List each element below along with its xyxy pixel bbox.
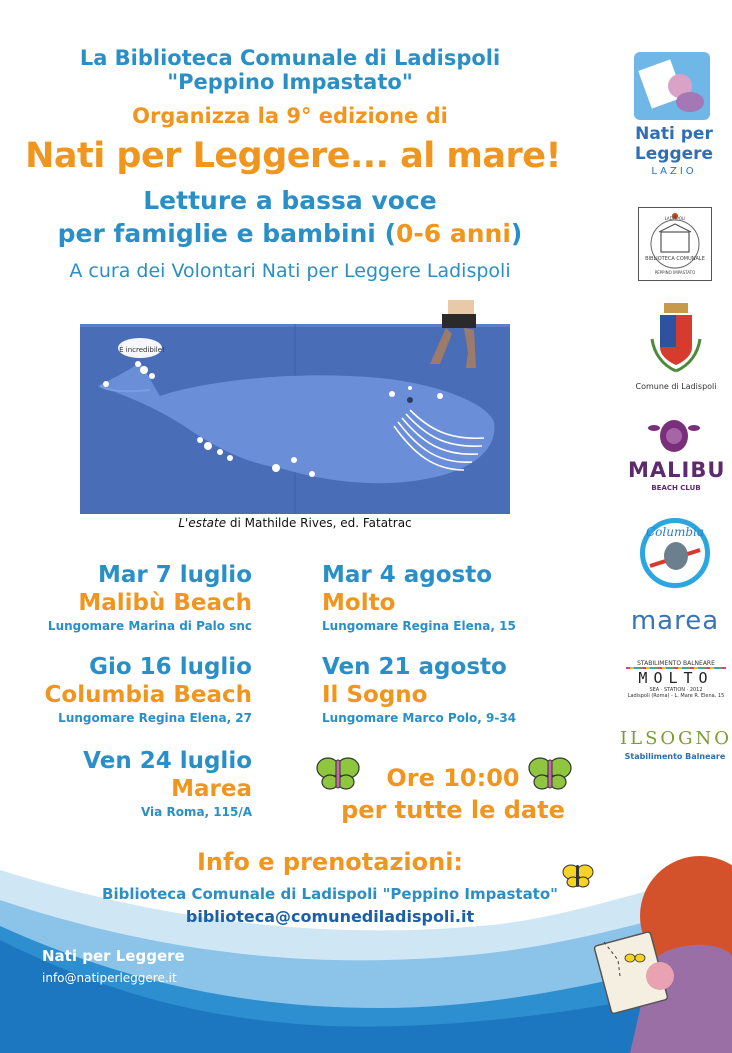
event-date: Gio 16 luglio	[89, 654, 252, 680]
footer-brand: Nati per Leggere	[42, 947, 185, 965]
header-edition: Organizza la 9° edizione di	[132, 104, 448, 128]
biblioteca-logo	[638, 207, 712, 281]
curated-by: A cura dei Volontari Nati per Leggere Ladispoli	[69, 260, 511, 282]
event-date: Ven 24 luglio	[83, 748, 252, 774]
page-title: Nati per Leggere... al mare!	[25, 136, 561, 176]
comune-name: Comune di Ladispoli	[635, 382, 717, 391]
caption-author: di Mathilde Rives, ed. Fatatrac	[226, 516, 412, 530]
info-title: Info e prenotazioni:	[196, 848, 464, 876]
molto-logo-top: STABILIMENTO BALNEARE	[637, 660, 715, 667]
malibu-logo-text: MALIBU	[628, 458, 726, 482]
subtitle-line1: Letture a bassa voce	[143, 186, 437, 215]
subtitle-audience: per famiglie e bambini (	[57, 219, 397, 248]
biblioteca-logo-ring: BIBLIOTECA COMUNALE	[645, 256, 705, 262]
event-3	[12, 747, 252, 821]
molto-logo-text: MOLTO	[638, 669, 714, 687]
header-library-name: La Biblioteca Comunale di Ladispoli	[79, 46, 501, 70]
subtitle-paren: )	[510, 219, 523, 248]
event-date: Mar 7 luglio	[97, 562, 252, 588]
event-address: Lungomare Marco Polo, 9-34	[322, 711, 517, 725]
event-place: Molto	[322, 590, 396, 616]
event-2	[12, 653, 252, 727]
time-label: Ore	[386, 764, 444, 792]
footer-email-link[interactable]: info@natiperleggere.it	[42, 971, 177, 985]
event-place: Il Sogno	[322, 682, 428, 708]
event-address: Via Roma, 115/A	[140, 805, 252, 819]
butterfly-icon	[562, 860, 594, 890]
columbia-logo-text: Columbia	[645, 525, 705, 539]
subtitle-line2	[20, 219, 560, 249]
time-block	[318, 762, 588, 826]
info-email-link[interactable]: biblioteca@comunediladispoli.it	[185, 907, 475, 926]
biblioteca-logo-bottom: PEPPINO IMPASTATO	[654, 270, 696, 275]
molto-logo-address: Ladispoli (Roma) - L. Mare R. Elena, 15	[627, 693, 725, 699]
comune-coat-of-arms	[648, 303, 704, 377]
turtle-icon	[648, 414, 700, 456]
event-date: Ven 21 agosto	[322, 654, 507, 680]
npl-logo-art	[634, 52, 710, 120]
event-5	[322, 653, 562, 727]
info-library: Biblioteca Comunale di Ladispoli "Peppino Impastato"	[102, 885, 558, 903]
header-library-subtitle: "Peppino Impastato"	[167, 70, 413, 94]
event-place: Malibù Beach	[78, 590, 252, 616]
molto-logo-sub: SEA · STATION · 2012	[649, 687, 703, 693]
sogno-logo: ILSOGNO	[620, 728, 732, 749]
event-address: Lungomare Regina Elena, 15	[322, 619, 516, 633]
event-1	[12, 561, 252, 635]
marea-logo: marea	[630, 606, 720, 636]
npl-logo-line1: Nati per	[635, 124, 713, 144]
event-date: Mar 4 agosto	[322, 562, 493, 588]
npl-logo-region: LAZIO	[651, 166, 697, 177]
event-address: Lungomare Regina Elena, 27	[58, 711, 252, 725]
molto-logo	[626, 660, 726, 714]
npl-logo	[634, 52, 710, 120]
time-note: per tutte le date	[341, 796, 565, 824]
whale-illustration	[80, 300, 510, 514]
caption-book-title: L'estate	[178, 516, 227, 530]
event-4	[322, 561, 562, 635]
speech-bubble-text: È incredibile!	[119, 346, 165, 354]
subtitle-age-range: 0-6 anni	[396, 219, 511, 248]
columbia-logo	[636, 514, 714, 592]
event-address: Lungomare Marina di Palo snc	[47, 619, 252, 633]
malibu-logo-sub: BEACH CLUB	[651, 484, 701, 492]
illustration-caption	[80, 515, 510, 531]
event-place: Marea	[171, 776, 252, 802]
sogno-logo-sub: Stabilimento Balneare	[624, 752, 726, 761]
npl-logo-line2: Leggere	[634, 144, 714, 164]
biblioteca-logo-top: LADISPOLI	[664, 216, 686, 221]
reading-child-illustration	[590, 846, 732, 1053]
time-value: 10:00	[443, 764, 520, 792]
event-place: Columbia Beach	[44, 682, 252, 708]
